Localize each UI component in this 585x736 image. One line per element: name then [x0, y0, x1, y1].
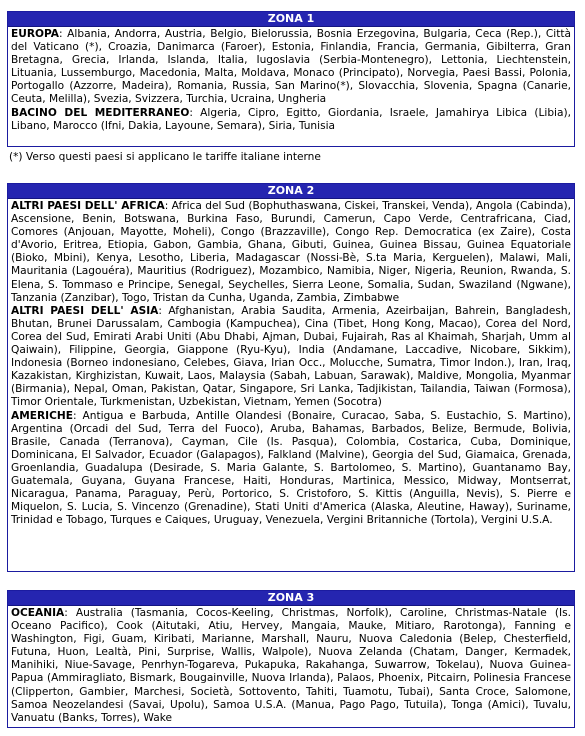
- entry-text: : Africa del Sud (Bophuthaswana, Ciskei, Transkei, Venda), Angola (Cabinda), Ascensione, Benin, Botswana, Burkina Faso, Burundi, Camerun, Capo Verde, Centrafricana, Ciad, Comores (Anjouan, Mayotte, Moheli), Congo (Brazzaville), Congo Rep. Democratica (ex Zaire), Costa d'Avorio, Eritrea, Etiopia, Gabon, Gambia, Ghana, Gibuti, Guinea, Guinea Bissau, Guinea Equatoriale (Bioko, Mbini), Kenya, Lesotho, Liberia, Madagascar (Nossi-Bè, S.ta Maria, Kerguelen), Malawi, Mali, Mauritania (Lagouéra), Mauritius (Rodriguez), Mozambico, Namibia, Niger, Nigeria, Reunion, Rwanda, S. Elena, S. Tommaso e Principe, Senegal, Seychelles, Sierra Leone, Somalia, Sudan, Swaziland (Ngwane), Tanzania (Zanzibar), Togo, Tristan da Cunha, Uganda, Zambia, Zimbabwe: [11, 200, 571, 304]
- zone-3-title: ZONA 3: [8, 591, 574, 606]
- entry-text: : Antigua e Barbuda, Antille Olandesi (Bonaire, Curacao, Saba, S. Eustachio, S. Martino), Argentina (Orcadi del Sud, Terra del Fuoco), Aruba, Bahamas, Barbados, Belize, Bermude, Bolivia, Brasile, Canada (Terranova), Cayman, Cile (Is. Pasqua), Colombia, Costarica, Cuba, Dominique, Dominicana, El Salvador, Ecuador (Galapagos), Falkland (Malvine), Georgia del Sud, Giamaica, Grenada, Groenlandia, Guadalupa (Desirade, S. Maria Galante, S. Bartolomeo, S. Martino), Guantanamo Bay, Guatemala, Guyana, Guyana Francese, Haiti, Honduras, Martinica, Messico, Midway, Montserrat, Nicaragua, Panama, Paraguay, Perù, Portorico, S. Cristoforo, S. Kittis (Anguilla, Nevis), S. Pierre e Miquelon, S. Lucia, S. Vincenzo (Grenadine), Stati Uniti d'America (Alaska, Aleutine, Haway), Suriname, Trinidad e Tobago, Turques e Caiques, Uruguay, Venezuela, Vergini Britanniche (Tortola), Vergini U.S.A.: [11, 409, 571, 527]
- zone-entry-asia: [11, 305, 571, 410]
- zone-entry-oceania: [11, 607, 571, 725]
- entry-label: AMERICHE: [11, 409, 73, 422]
- zone-entry-americhe: [11, 410, 571, 528]
- entry-text: : Australia (Tasmania, Cocos-Keeling, Christmas, Norfolk), Caroline, Christmas-Natale (Is. Oceano Pacifico), Cook (Aitutaki, Atiu, Hervey, Mangaia, Mauke, Mitiaro, Rarotonga), Fanning e Washington, Figi, Guam, Kiribati, Marianne, Marshall, Nauru, Nuova Caledonia (Belep, Chesterfield, Futuna, Huon, Lealtà, Pini, Surprise, Wallis, Walpole), Nuova Zelanda (Chatam, Danger, Kermadek, Manihiki, Niue-Savage, Penrhyn-Togareva, Pukapuka, Rakahanga, Suwarrow, Tokelau), Nuova Guinea-Papua (Ammiragliato, Bismark, Bougainville, Nuova Irlanda), Palaos, Phoenix, Pitcairn, Polinesia Francese (Clipperton, Gambier, Marchesi, Società, Sottovento, Tahiti, Tuamotu, Tubai), Santa Croce, Salomone, Samoa Neozelandesi (Savai, Upolu), Samoa U.S.A. (Manua, Pago Pago, Tutuila), Tonga (Amici), Tuvalu, Vanuatu (Banks, Torres), Wake: [11, 607, 571, 724]
- entry-label: EUROPA: [11, 28, 59, 40]
- zone-2-body: [8, 199, 574, 529]
- zone-entry-mediterraneo: [11, 107, 571, 133]
- footnote: (*) Verso questi paesi si applicano le tariffe italiane interne: [9, 151, 321, 163]
- entry-label: ALTRI PAESI DELL' AFRICA: [11, 200, 165, 212]
- entry-label: OCEANIA: [11, 607, 65, 619]
- entry-text: : Albania, Andorra, Austria, Belgio, Bielorussia, Bosnia Erzegovina, Bulgaria, Ceca (Rep.), Città del Vaticano (*), Croazia, Danimarca (Faroer), Estonia, Finlandia, Francia, Germania, Gibilterra, Gran Bretagna, Grecia, Irlanda, Islanda, Italia, Iugoslavia (Serbia-Montenegro), Lettonia, Liechtenstein, Lituania, Lussemburgo, Macedonia, Malta, Moldava, Monaco (Principato), Norvegia, Paesi Bassi, Polonia, Portogallo (Azzorre, Madeira), Romania, Russia, San Marino(*), Slovacchia, Slovenia, Spagna (Canarie, Ceuta, Melilla), Svezia, Svizzera, Turchia, Ucraina, Ungheria: [11, 28, 571, 106]
- zone-entry-europa: [11, 28, 571, 107]
- zone-entry-africa: [11, 200, 571, 305]
- zone-1-body: [8, 27, 574, 135]
- zone-1-panel: [7, 11, 575, 147]
- entry-text: : Afghanistan, Arabia Saudita, Armenia, Azeirbaijan, Bahrein, Bangladesh, Bhutan, Brunei Darussalam, Cambogia (Kampuchea), Cina (Tibet, Hong Kong, Macao), Corea del Nord, Corea del Sud, Emirati Arabi Uniti (Abu Dhabi, Ajman, Dubai, Fujairah, Ras al Khaimah, Sharjah, Umm al Qaiwain), Filippine, Georgia, Giappone (Ryu-Kyu), India (Andamane, Laccadive, Nicobare, Sikkim), Indonesia (Borneo indonesiano, Celebes, Giava, Irian Occ., Molucche, Sumatra, Timor Indon.), Iran, Iraq, Kazakistan, Kirghizistan, Kuwait, Laos, Malaysia (Sabah, Labuan, Sarawak), Maldive, Mongolia, Myanmar (Birmania), Nepal, Oman, Pakistan, Qatar, Singapore, Sri Lanka, Tadjikistan, Tailandia, Taiwan (Formosa), Timor Orientale, Turkmenistan, Uzbekistan, Vietnam, Yemen (Socotra): [11, 304, 571, 409]
- zone-3-panel: [7, 590, 575, 728]
- entry-label: ALTRI PAESI DELL' ASIA: [11, 304, 159, 317]
- zone-1-title: ZONA 1: [8, 12, 574, 27]
- zone-3-body: [8, 606, 574, 727]
- zone-2-panel: [7, 183, 575, 572]
- entry-text: : Algeria, Cipro, Egitto, Giordania, Israele, Jamahirya Libica (Libia), Libano, Marocco (Ifni, Dakia, Layoune, Semara), Siria, Tunisia: [11, 106, 571, 132]
- entry-label: BACINO DEL MEDITERRANEO: [11, 106, 190, 119]
- zone-2-title: ZONA 2: [8, 184, 574, 199]
